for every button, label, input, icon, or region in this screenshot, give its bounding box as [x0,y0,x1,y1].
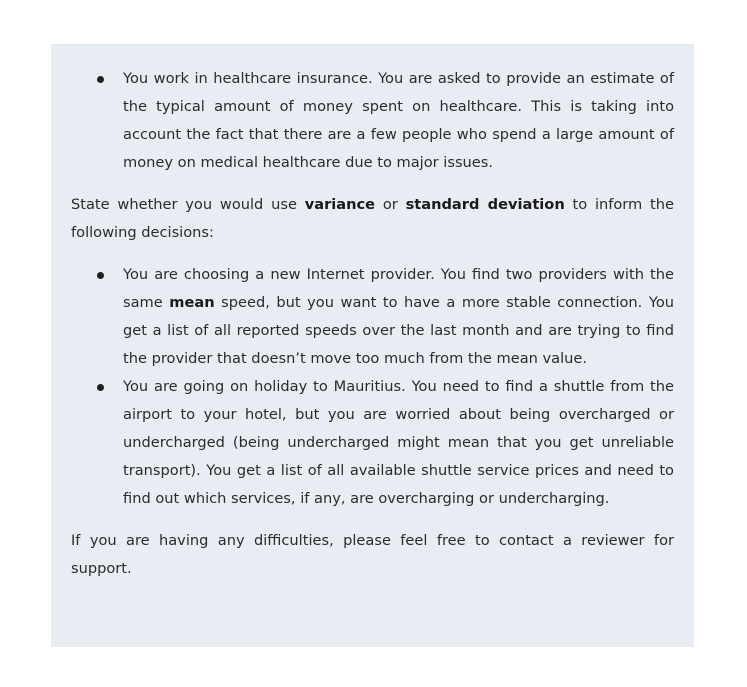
decision-bullet-list [71,261,674,513]
bullet-text: You are going on holiday to Mauritius. You need to find a shuttle from the airport to your hotel, but you are worried about being overcharged or undercharged (being undercharged might mean that you get unreliable transport). You get a list of all available shuttle service prices and need to find out which services, if any, are overcharging or undercharging. [123,378,674,507]
closing-paragraph: If you are having any difficulties, please feel free to contact a reviewer for support. [71,532,674,577]
bullet-icon [97,384,104,391]
instruction-paragraph: State whether you would use variance or standard deviation to inform the following decisions: [71,196,674,241]
list-item [123,65,674,177]
list-item: You are choosing a new Internet provider. You find two providers with the same mean speed, but you want to have a more stable connection. You get a list of all reported speeds over the last month and are trying to find the provider that doesn’t move too much from the mean value. [123,261,674,373]
standard-deviation-term: standard deviation [405,196,565,213]
mean-term: mean [169,294,215,311]
variance-term: variance [304,196,376,213]
top-bullet-list [71,65,674,177]
content-panel [51,44,694,647]
bullet-icon [97,76,104,83]
bullet-text: You work in healthcare insurance. You are asked to provide an estimate of the typical amount of money spent on healthcare. This is taking into account the fact that there are a few people who spend a large amount of money on medical healthcare due to major issues. [123,70,674,171]
bullet-icon [97,272,104,279]
list-item [123,373,674,513]
